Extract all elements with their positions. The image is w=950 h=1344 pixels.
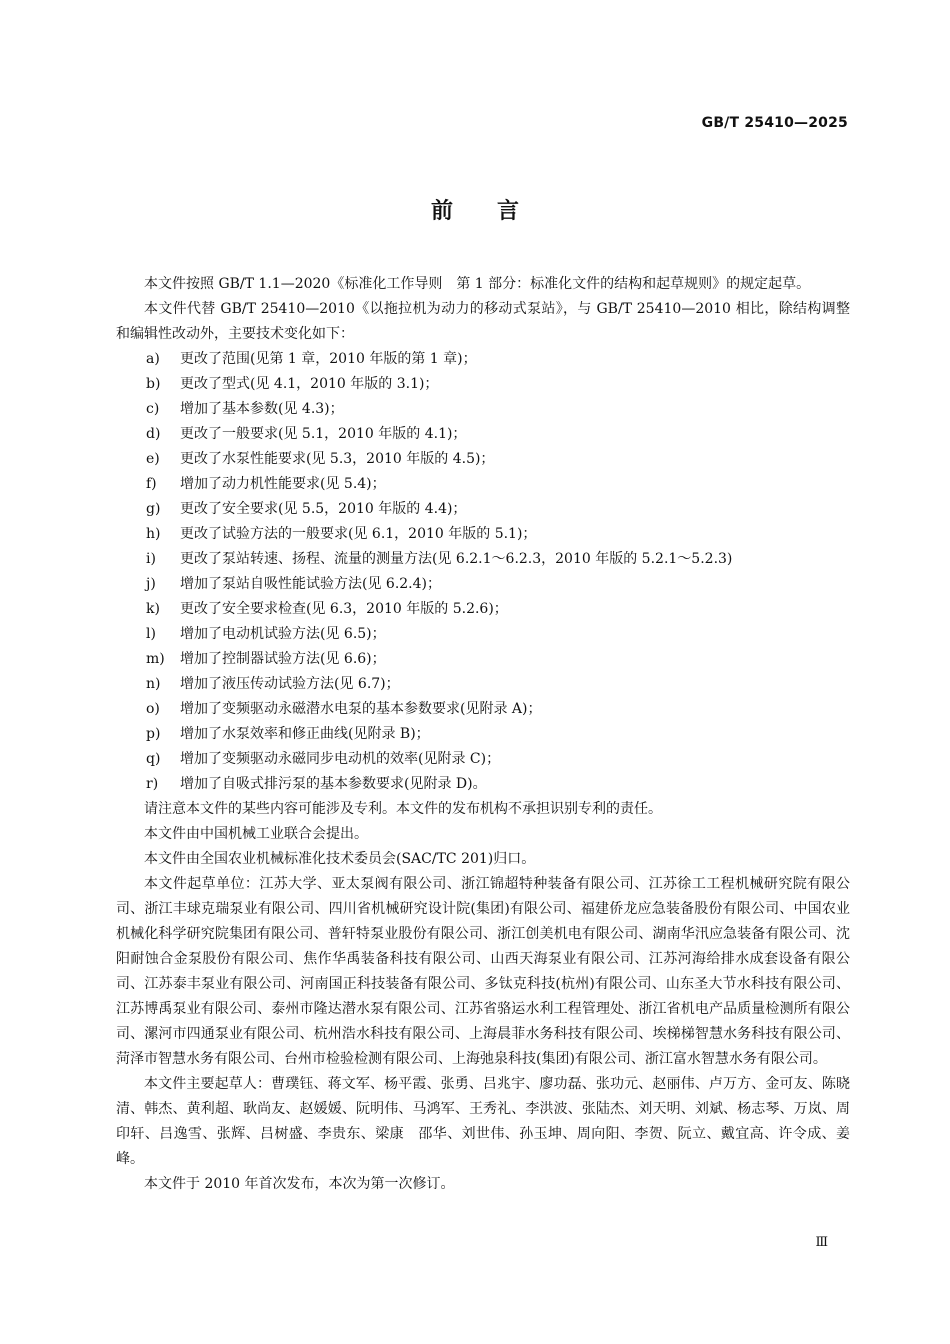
change-item-label: c) bbox=[146, 401, 160, 417]
change-item bbox=[116, 572, 850, 597]
change-item-text: 增加了控制器试验方法(见 6.6)； bbox=[180, 651, 386, 667]
committee-statement: 本文件由全国农业机械标准化技术委员会(SAC/TC 201)归口。 bbox=[144, 851, 536, 867]
change-item-text: 增加了自吸式排污泵的基本参数要求(见附录 D)。 bbox=[180, 776, 487, 792]
change-item-text: 更改了型式(见 4.1，2010 年版的 3.1)； bbox=[180, 376, 439, 392]
change-item-label: b) bbox=[146, 376, 161, 392]
change-item-label: a) bbox=[146, 351, 160, 367]
change-item bbox=[116, 772, 850, 797]
change-item-text: 增加了液压传动试验方法(见 6.7)； bbox=[180, 676, 400, 692]
foreword-body bbox=[116, 272, 850, 1197]
change-item-text: 更改了一般要求(见 5.1，2010 年版的 4.1)； bbox=[180, 426, 467, 442]
change-item-label: p) bbox=[146, 726, 161, 742]
change-item-label: i) bbox=[146, 551, 156, 567]
change-item-label: n) bbox=[146, 676, 161, 692]
change-item-label: h) bbox=[146, 526, 161, 542]
change-item-text: 增加了动力机性能要求(见 5.4)； bbox=[180, 476, 386, 492]
change-item bbox=[116, 397, 850, 422]
change-item bbox=[116, 697, 850, 722]
change-item-label: q) bbox=[146, 751, 161, 767]
change-item bbox=[116, 747, 850, 772]
change-item bbox=[116, 647, 850, 672]
change-item-text: 增加了变频驱动永磁同步电动机的效率(见附录 C)； bbox=[180, 751, 501, 767]
change-item bbox=[116, 672, 850, 697]
proposer-statement: 本文件由中国机械工业联合会提出。 bbox=[144, 826, 368, 842]
drafters: 本文件主要起草人：曹璞钰、蒋文军、杨平霞、张勇、吕兆宇、廖功磊、张功元、赵丽伟、卢万方、金可友、陈晓清、韩杰、黄利超、耿尚友、赵媛媛、阮明伟、马鸿军、王秀礼、李洪波、张陆杰、刘天明、刘斌、杨志琴、万岚、周印轩、吕逸雪、张辉、吕树盛、李贵东、梁康 邵华、刘世伟、孙玉坤、周向阳、李贺、阮立、戴宜高、许令成、姜峰。 bbox=[116, 1076, 850, 1167]
change-item-label: m) bbox=[146, 651, 165, 667]
change-item-label: r) bbox=[146, 776, 159, 792]
publication-history: 本文件于 2010 年首次发布，本次为第一次修订。 bbox=[144, 1176, 455, 1192]
change-item bbox=[116, 372, 850, 397]
change-item-text: 更改了泵站转速、扬程、流量的测量方法(见 6.2.1～6.2.3，2010 年版的 5.2.1～5.2.3) bbox=[180, 551, 733, 567]
change-item-label: j) bbox=[146, 576, 156, 592]
change-item-label: f) bbox=[146, 476, 157, 492]
change-item-text: 增加了水泵效率和修正曲线(见附录 B)； bbox=[180, 726, 430, 742]
page-number: Ⅲ bbox=[815, 1235, 828, 1250]
change-item bbox=[116, 522, 850, 547]
change-item-label: g) bbox=[146, 501, 161, 517]
change-item bbox=[116, 722, 850, 747]
change-item bbox=[116, 497, 850, 522]
standard-number: GB/T 25410—2025 bbox=[701, 115, 848, 131]
intro-paragraph: 本文件按照 GB/T 1.1—2020《标准化工作导则 第 1 部分：标准化文件的结构和起草规则》的规定起草。 bbox=[144, 276, 811, 292]
change-item-label: o) bbox=[146, 701, 160, 717]
change-item bbox=[116, 547, 850, 572]
change-item-label: k) bbox=[146, 601, 160, 617]
change-item-text: 更改了试验方法的一般要求(见 6.1，2010 年版的 5.1)； bbox=[180, 526, 537, 542]
change-item-text: 更改了范围(见第 1 章，2010 年版的第 1 章)； bbox=[180, 351, 477, 367]
change-item-text: 增加了基本参数(见 4.3)； bbox=[180, 401, 344, 417]
change-item-text: 更改了水泵性能要求(见 5.3，2010 年版的 4.5)； bbox=[180, 451, 495, 467]
change-item-text: 增加了电动机试验方法(见 6.5)； bbox=[180, 626, 386, 642]
change-item bbox=[116, 447, 850, 472]
changes-list bbox=[116, 347, 850, 797]
change-item bbox=[116, 422, 850, 447]
change-item bbox=[116, 472, 850, 497]
change-item-text: 增加了泵站自吸性能试验方法(见 6.2.4)； bbox=[180, 576, 441, 592]
change-item-text: 增加了变频驱动永磁潜水电泵的基本参数要求(见附录 A)； bbox=[180, 701, 542, 717]
change-item-label: d) bbox=[146, 426, 161, 442]
change-item bbox=[116, 597, 850, 622]
page-title: 前 言 bbox=[430, 199, 519, 224]
change-item-label: l) bbox=[146, 626, 156, 642]
intro-paragraph: 本文件代替 GB/T 25410—2010《以拖拉机为动力的移动式泵站》，与 GB/T 25410—2010 相比，除结构调整和编辑性改动外，主要技术变化如下： bbox=[116, 301, 850, 342]
change-item bbox=[116, 622, 850, 647]
change-item-text: 更改了安全要求(见 5.5，2010 年版的 4.4)； bbox=[180, 501, 467, 517]
change-item bbox=[116, 347, 850, 372]
change-item-label: e) bbox=[146, 451, 160, 467]
drafting-units: 本文件起草单位：江苏大学、亚太泵阀有限公司、浙江锦超特种装备有限公司、江苏徐工工程机械研究院有限公司、浙江丰球克瑞泵业有限公司、四川省机械研究设计院(集团)有限公司、福建侨龙应急装备股份有限公司、中国农业机械化科学研究院集团有限公司、普轩特泵业股份有限公司、浙江创美机电有限公司、湖南华汛应急装备有限公司、沈阳耐蚀合金泵股份有限公司、焦作华禹装备科技有限公司、山西天海泵业有限公司、江苏河海给排水成套设备有限公司、江苏泰丰泵业有限公司、河南国正科技装备有限公司、多钛克科技(杭州)有限公司、山东圣大节水科技有限公司、江苏博禹泵业有限公司、泰州市隆达潜水泵有限公司、江苏省骆运水利工程管理处、浙江省机电产品质量检测所有限公司、漯河市四通泵业有限公司、杭州浩水科技有限公司、上海晨菲水务科技有限公司、埃梯梯智慧水务科技有限公司、菏泽市智慧水务有限公司、台州市检验检测有限公司、上海弛泉科技(集团)有限公司、浙江富水智慧水务有限公司。 bbox=[116, 876, 850, 1067]
change-item-text: 更改了安全要求检查(见 6.3，2010 年版的 5.2.6)； bbox=[180, 601, 508, 617]
patent-notice: 请注意本文件的某些内容可能涉及专利。本文件的发布机构不承担识别专利的责任。 bbox=[144, 801, 662, 817]
